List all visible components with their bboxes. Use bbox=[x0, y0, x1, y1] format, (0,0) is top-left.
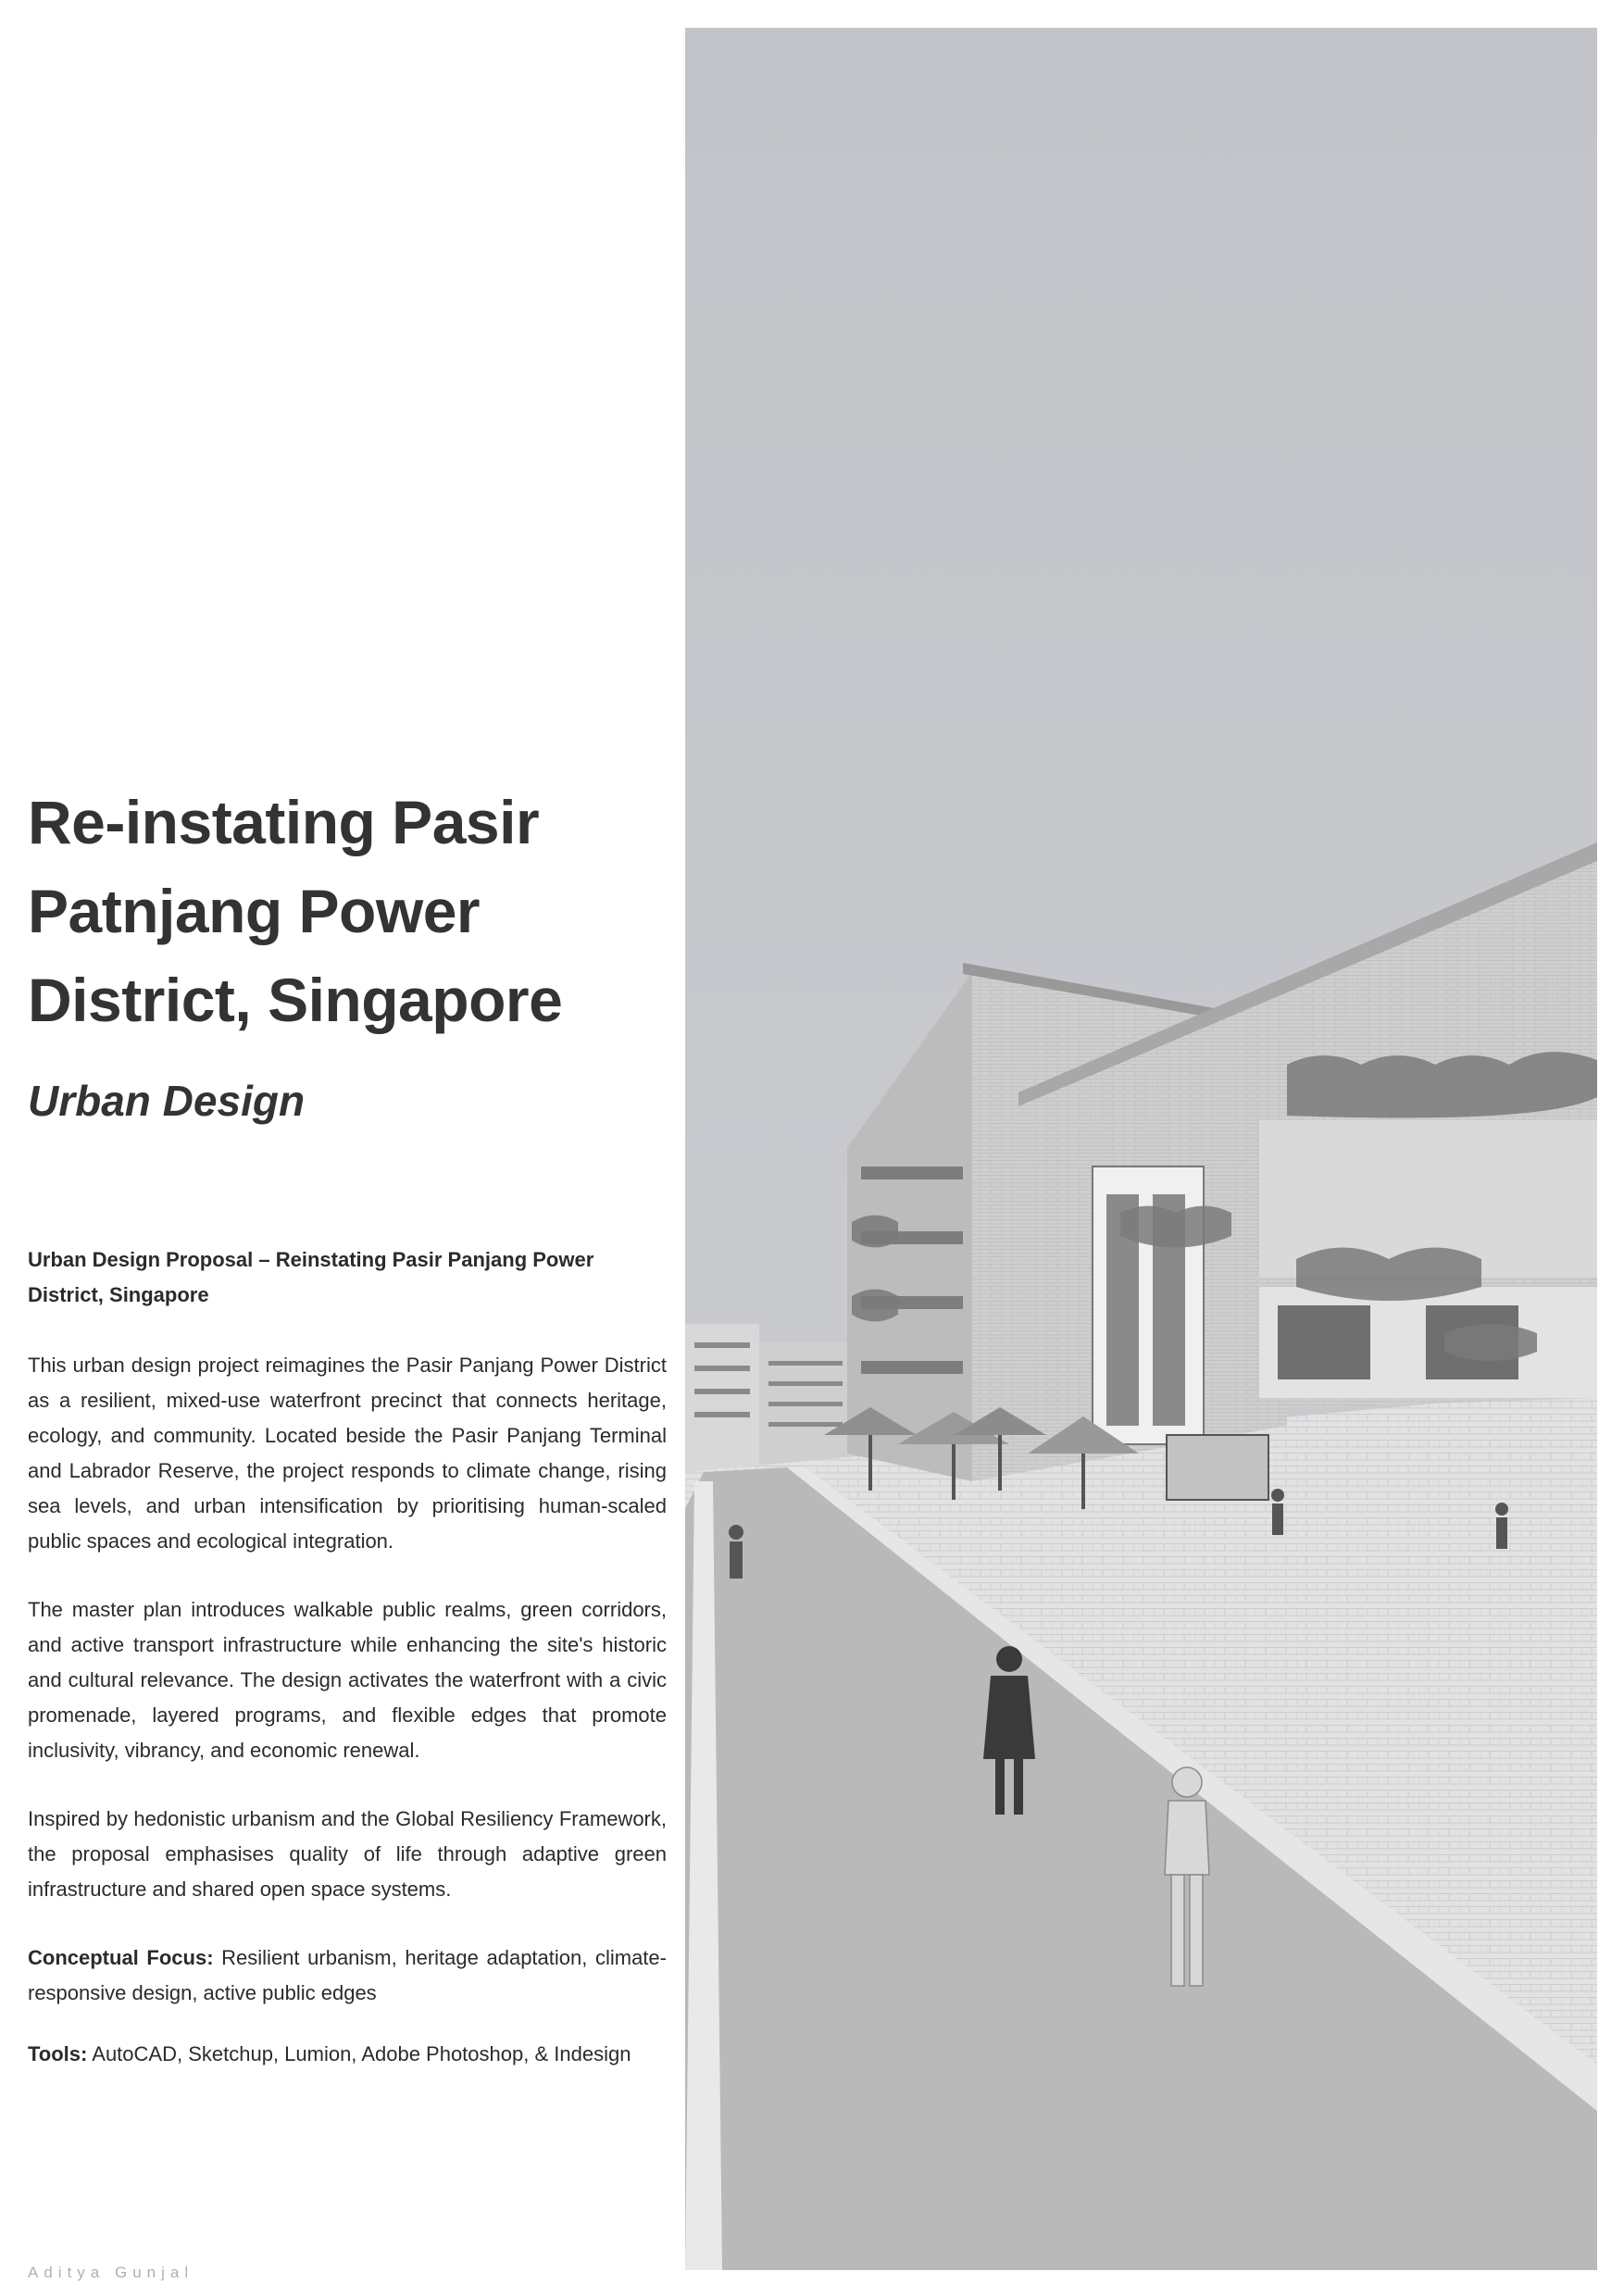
conceptual-focus-label: Conceptual Focus: bbox=[28, 1946, 214, 1969]
tools-line bbox=[28, 2037, 667, 2072]
project-title bbox=[28, 778, 676, 1044]
render-illustration bbox=[685, 28, 1597, 2270]
author-name: Aditya Gunjal bbox=[28, 2264, 194, 2281]
proposal-heading: Urban Design Proposal – Reinstating Pasir Panjang Power District, Singapore bbox=[28, 1248, 594, 1306]
tools-text: AutoCAD, Sketchup, Lumion, Adobe Photoshop, & Indesign bbox=[92, 2042, 631, 2065]
tools-label: Tools: bbox=[28, 2042, 88, 2065]
project-category: Urban Design bbox=[28, 1077, 306, 1125]
conceptual-focus bbox=[28, 1940, 667, 2011]
description-paragraph-2: The master plan introduces walkable public realms, green corridors, and active transport infrastructure while enhancing the site's historic and cultural relevance. The design activates the waterfront with a civic promenade, layered programs, and flexible edges that promote inclusivity, vibrancy, and economic renewal. bbox=[28, 1598, 667, 1762]
distant-buildings bbox=[685, 1324, 852, 1472]
title-line-3: District, Singapore bbox=[28, 966, 563, 1034]
title-line-1: Re-instating Pasir bbox=[28, 788, 540, 856]
streetscape-render bbox=[685, 28, 1597, 2270]
description-paragraph-1: This urban design project reimagines the Pasir Panjang Power District as a resilient, mixed-use waterfront precinct that connects heritage, ecology, and community. Located beside the Pasir Panjang Terminal and Labrador Reserve, the project responds to climate change, rising sea levels, and urban intensification by prioritising human-scaled public spaces and ecological integration. bbox=[28, 1354, 667, 1553]
title-line-2: Patnjang Power bbox=[28, 877, 481, 945]
description-paragraph-3: Inspired by hedonistic urbanism and the Global Resiliency Framework, the proposal emphasises quality of life through adaptive green infrastructure and shared open space systems. bbox=[28, 1807, 667, 1901]
conceptual-focus-text: Resilient urbanism, heritage adaptation, climate-responsive design, active public edges bbox=[28, 1946, 667, 2004]
